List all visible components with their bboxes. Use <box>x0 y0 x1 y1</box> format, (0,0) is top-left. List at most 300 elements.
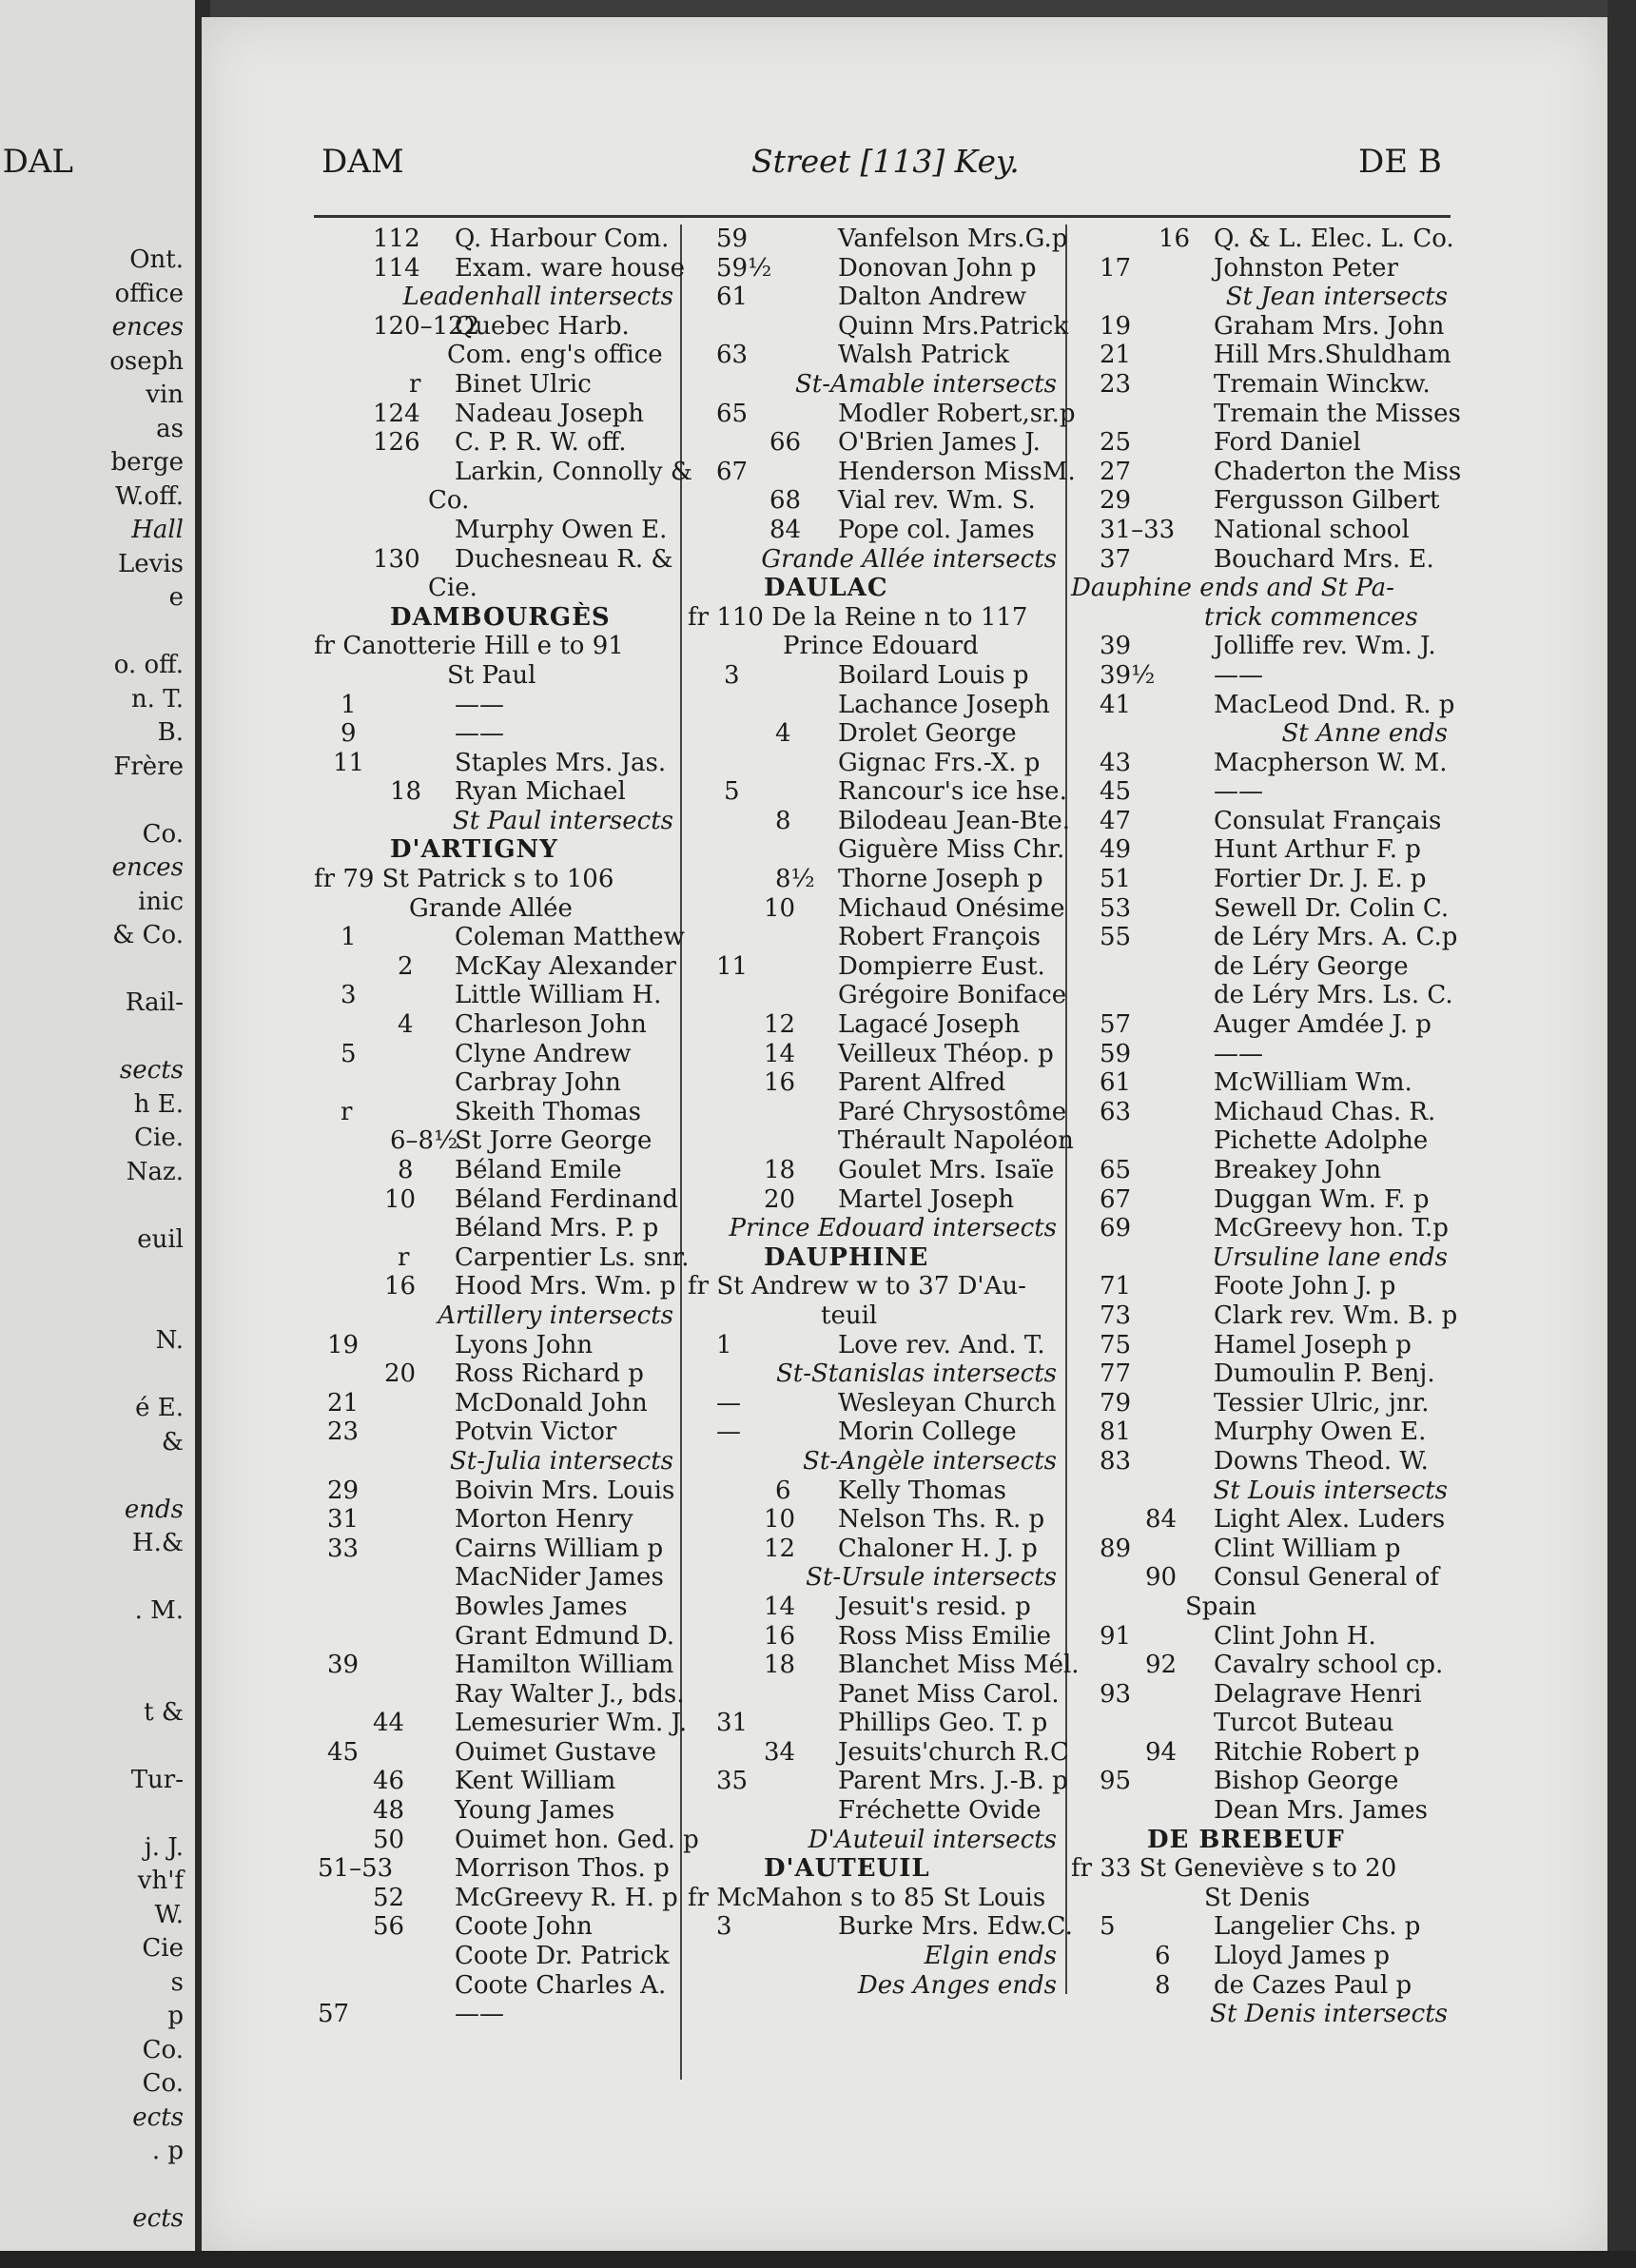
house-number: 39 <box>327 1651 360 1680</box>
entry-text: Coote John <box>455 1912 593 1942</box>
house-number: 84 <box>1145 1505 1178 1535</box>
directory-entry <box>688 1884 1061 1913</box>
directory-entry <box>688 865 1061 894</box>
entry-text: Lachance Joseph <box>838 690 1050 719</box>
previous-page-text: j. J. <box>144 1832 184 1862</box>
directory-entry <box>688 1272 1061 1301</box>
entry-text: Gignac Frs.-X. p <box>838 748 1041 777</box>
previous-page-text: s <box>170 1967 184 1997</box>
house-number: 8 <box>1155 1970 1171 2000</box>
entry-text: Thérault Napoléon <box>838 1126 1074 1156</box>
intersection-note <box>1071 603 1451 633</box>
entry-text: Drolet George <box>838 719 1017 749</box>
directory-entry <box>1071 1126 1451 1156</box>
previous-page-text: ects <box>132 2204 184 2233</box>
house-number: 39 <box>1100 632 1132 661</box>
entry-text: Sewell Dr. Colin C. <box>1214 893 1450 923</box>
previous-page-text: Naz. <box>126 1157 184 1186</box>
entry-text: Bouchard Mrs. E. <box>1214 544 1434 574</box>
entry-text: Prince Edouard intersects <box>729 1214 1057 1243</box>
previous-page-text: Co. <box>142 2069 184 2098</box>
entry-text: Lloyd James p <box>1214 1942 1391 1971</box>
directory-entry <box>314 400 677 429</box>
directory-entry <box>1071 486 1451 516</box>
entry-text: Henderson MissM. <box>838 457 1076 486</box>
directory-entry <box>314 1098 677 1127</box>
entry-text: Bishop George <box>1214 1767 1399 1796</box>
previous-page-text: Co. <box>142 2035 184 2064</box>
directory-entry <box>1071 981 1451 1010</box>
entry-text: Macpherson W. M. <box>1214 748 1448 777</box>
directory-entry <box>688 1622 1061 1652</box>
house-number: 90 <box>1145 1563 1178 1593</box>
entry-text: Boivin Mrs. Louis <box>455 1476 675 1505</box>
entry-text: Com. eng's office <box>447 341 663 370</box>
directory-entry <box>314 516 677 545</box>
previous-page-text: euil <box>137 1224 184 1254</box>
directory-entry <box>688 254 1061 284</box>
directory-entry <box>1071 1156 1451 1185</box>
entry-text: Prince Edouard <box>783 632 979 661</box>
directory-entry <box>1071 399 1461 429</box>
house-number: 2 <box>398 951 414 981</box>
entry-text: de Léry George <box>1214 951 1409 981</box>
previous-page-text: W. <box>154 1900 184 1929</box>
previous-page-text: & <box>161 1427 184 1457</box>
house-number: 92 <box>1145 1651 1178 1680</box>
entry-text: de Cazes Paul p <box>1214 1970 1412 2000</box>
house-number: 19 <box>1100 311 1132 341</box>
directory-entry <box>1071 835 1451 865</box>
directory-entry <box>688 691 1061 720</box>
entry-text: St Denis <box>1204 1883 1311 1912</box>
house-number: 50 <box>373 1825 405 1854</box>
house-number: 6 <box>1155 1942 1171 1971</box>
directory-entry <box>688 1535 1061 1564</box>
previous-page-text: as <box>156 414 184 443</box>
directory-entry <box>314 2000 677 2029</box>
entry-text: Cavalry school cp. <box>1214 1651 1444 1680</box>
house-number: 20 <box>384 1359 417 1389</box>
previous-page-text: Ont. <box>129 245 184 274</box>
street-name: DAULAC <box>764 574 888 603</box>
house-number: 130 <box>373 544 420 574</box>
directory-entry <box>314 370 677 400</box>
directory-entry <box>314 1535 677 1564</box>
directory-entry <box>688 1593 1061 1622</box>
directory-entry <box>1071 632 1451 661</box>
house-number: 63 <box>1100 1097 1132 1126</box>
street-name: D'AUTEUIL <box>764 1854 930 1884</box>
directory-entry <box>1071 923 1458 952</box>
entry-text: Phillips Geo. T. p <box>838 1709 1048 1738</box>
directory-entry <box>314 1214 677 1243</box>
street-name: DE BREBEUF <box>1147 1825 1345 1854</box>
entry-text: Boilard Louis p <box>838 660 1029 690</box>
entry-text: Lagacé Joseph <box>838 1010 1021 1040</box>
entry-text: Dumoulin P. Benj. <box>1214 1359 1435 1389</box>
directory-entry <box>314 1651 677 1680</box>
house-number: 75 <box>1100 1330 1132 1359</box>
entry-text: Morin College <box>838 1418 1017 1447</box>
directory-entry <box>688 1068 1061 1098</box>
entry-text: Wesleyan Church <box>838 1388 1057 1418</box>
directory-entry <box>314 865 677 894</box>
entry-text: Ritchie Robert p <box>1214 1737 1420 1767</box>
directory-entry <box>314 1272 677 1301</box>
entry-text: McDonald John <box>455 1388 648 1418</box>
house-number: 81 <box>1100 1418 1132 1447</box>
directory-entry <box>688 225 1068 254</box>
house-number: 4 <box>775 719 791 749</box>
house-number: 18 <box>764 1651 796 1680</box>
directory-entry <box>1071 1563 1451 1593</box>
house-number: 8 <box>775 806 791 835</box>
entry-text: Modler Robert,sr.p <box>838 399 1076 428</box>
house-number: 65 <box>1100 1156 1132 1184</box>
directory-entry <box>688 283 1061 312</box>
directory-entry <box>1071 1680 1451 1710</box>
intersection-note <box>688 1563 1061 1593</box>
entry-text: fr 33 St Geneviève s to 20 <box>1071 1854 1397 1884</box>
directory-entry <box>1071 1593 1451 1622</box>
house-number: 1 <box>716 1330 732 1359</box>
house-number: 63 <box>716 341 749 370</box>
directory-entry <box>1071 1300 1458 1331</box>
house-number: 49 <box>1100 835 1132 865</box>
directory-entry <box>1071 545 1451 575</box>
directory-entry <box>1071 952 1451 982</box>
entry-text: Clark rev. Wm. B. p <box>1214 1300 1458 1330</box>
entry-text: Downs Theod. W. <box>1214 1446 1429 1476</box>
directory-entry <box>688 806 1070 836</box>
directory-entry <box>688 952 1061 982</box>
directory-entry <box>688 1331 1061 1360</box>
street-heading <box>1071 1826 1451 1855</box>
entry-text: Nadeau Joseph <box>455 399 644 428</box>
entry-text: Giguère Miss Chr. <box>838 835 1065 865</box>
directory-entry <box>314 1825 699 1855</box>
directory-entry <box>688 428 1061 458</box>
house-number: 57 <box>1100 1010 1132 1040</box>
entry-text: Fortier Dr. J. E. p <box>1214 865 1427 894</box>
directory-entry <box>1071 749 1451 778</box>
entry-text: Fréchette Ovide <box>838 1796 1042 1826</box>
directory-entry <box>314 691 677 720</box>
entry-text: St-Julia intersects <box>449 1446 673 1476</box>
directory-entry <box>1071 894 1451 924</box>
entry-text: —— <box>1214 660 1263 690</box>
house-number: 53 <box>1100 893 1132 923</box>
directory-entry <box>688 603 1061 633</box>
house-number: 47 <box>1100 806 1132 835</box>
previous-page-text: h E. <box>133 1089 184 1119</box>
intersection-note <box>688 1942 1061 1971</box>
entry-text: Vial rev. Wm. S. <box>838 486 1036 516</box>
directory-entry <box>314 1418 677 1447</box>
directory-entry <box>314 1912 677 1942</box>
entry-text: Artillery intersects <box>438 1300 673 1330</box>
entry-text: Carpentier Ls. snr. <box>455 1242 690 1272</box>
previous-page-text: W.off. <box>115 481 184 511</box>
entry-text: Grande Allée <box>409 893 573 923</box>
directory-entry <box>314 341 677 370</box>
house-number: 79 <box>1100 1388 1132 1418</box>
entry-text: Jesuit's resid. p <box>838 1592 1031 1621</box>
entry-text: MacLeod Dnd. R. p <box>1214 690 1455 719</box>
directory-entry <box>1071 1796 1451 1826</box>
house-number: 25 <box>1100 428 1132 458</box>
house-number: 18 <box>390 777 422 807</box>
entry-text: Dauphine ends and St Pa- <box>1071 574 1394 603</box>
house-number: 31 <box>327 1505 360 1535</box>
entry-text: Bilodeau Jean-Bte. <box>838 806 1070 835</box>
house-number: 67 <box>1100 1184 1132 1214</box>
directory-entry <box>688 399 1076 429</box>
house-number: 21 <box>1100 341 1132 370</box>
house-number: 77 <box>1100 1359 1132 1389</box>
entry-text: Ouimet hon. Ged. p <box>455 1825 699 1854</box>
entry-text: Parent Mrs. J.-B. p <box>838 1767 1068 1796</box>
house-number: 61 <box>716 283 749 312</box>
previous-page-text: ences <box>111 853 184 882</box>
entry-text: Ross Miss Emilie <box>838 1621 1052 1651</box>
previous-page-text: n. T. <box>130 684 184 714</box>
entry-text: National school <box>1214 515 1410 544</box>
entry-text: Graham Mrs. John <box>1214 311 1445 341</box>
house-number: 14 <box>764 1039 796 1068</box>
house-number: 59½ <box>716 253 772 283</box>
intersection-note <box>314 807 677 836</box>
directory-entry <box>1071 1010 1451 1040</box>
house-number: 67 <box>716 457 749 486</box>
directory-entry <box>688 719 1061 749</box>
house-number: 126 <box>373 428 420 458</box>
directory-entry <box>314 1971 677 2001</box>
house-number: 3 <box>716 1912 732 1942</box>
entry-text: Light Alex. Luders <box>1214 1505 1446 1535</box>
previous-page-text: é E. <box>135 1394 184 1422</box>
directory-entry <box>1071 370 1451 400</box>
entry-text: Young James <box>455 1796 615 1826</box>
house-number: 12 <box>764 1534 796 1563</box>
street-heading <box>314 835 677 865</box>
previous-page-text: p <box>167 2002 184 2030</box>
directory-entry <box>688 1418 1061 1447</box>
house-number: 29 <box>327 1476 360 1505</box>
previous-page-text: ects <box>132 2102 184 2132</box>
entry-text: —— <box>1214 1039 1263 1068</box>
entry-text: Johnston Peter <box>1214 253 1398 283</box>
house-number: 51–53 <box>318 1854 394 1884</box>
directory-entry <box>1071 1418 1451 1447</box>
house-number: 69 <box>1100 1214 1132 1243</box>
entry-text: de Léry Mrs. Ls. C. <box>1214 981 1453 1010</box>
directory-entry <box>688 632 1061 661</box>
previous-page-text: Frère <box>113 752 184 781</box>
entry-text: Tremain Winckw. <box>1214 369 1431 399</box>
directory-entry <box>1071 312 1451 342</box>
directory-entry <box>1071 1098 1451 1127</box>
directory-entry <box>1071 1359 1451 1389</box>
directory-column-1 <box>314 225 699 2029</box>
house-number: 23 <box>327 1418 360 1447</box>
directory-entry <box>688 516 1061 545</box>
entry-text: Burke Mrs. Edw.C. <box>838 1912 1073 1942</box>
entry-text: Potvin Victor <box>455 1418 617 1447</box>
house-number: 12 <box>764 1010 796 1040</box>
entry-text: Consulat Français <box>1214 806 1442 835</box>
directory-entry <box>314 777 677 807</box>
directory-entry <box>314 981 677 1010</box>
directory-entry <box>688 486 1061 516</box>
entry-text: Ford Daniel <box>1214 428 1361 458</box>
house-number: 17 <box>1100 253 1132 283</box>
house-number: 94 <box>1145 1737 1178 1767</box>
house-number: — <box>716 1388 741 1418</box>
entry-text: Carbray John <box>455 1068 621 1098</box>
directory-entry <box>314 428 677 458</box>
entry-text: St Denis intersects <box>1210 2000 1448 2029</box>
house-number: 6 <box>775 1476 791 1505</box>
entry-text: St-Stanislas intersects <box>775 1359 1057 1389</box>
entry-text: St Jean intersects <box>1225 283 1448 312</box>
directory-entry <box>314 457 692 487</box>
house-number: 43 <box>1100 748 1132 777</box>
house-number: 3 <box>724 660 740 690</box>
entry-text: Hamel Joseph p <box>1214 1330 1412 1359</box>
directory-entry <box>1071 1971 1451 2001</box>
directory-entry <box>1071 1622 1451 1652</box>
house-number: 59 <box>1100 1039 1132 1068</box>
header-left-key: DAM <box>321 143 404 181</box>
intersection-note <box>688 1214 1061 1243</box>
directory-entry <box>688 1680 1061 1710</box>
previous-page-text: Co. <box>142 819 184 849</box>
house-number: 45 <box>327 1737 360 1767</box>
entry-text: Q. Harbour Com. <box>455 225 670 253</box>
house-number: 34 <box>764 1737 796 1767</box>
house-number: 18 <box>764 1156 796 1184</box>
entry-text: Parent Alfred <box>838 1068 1006 1098</box>
entry-text: fr 110 De la Reine n to 117 <box>688 602 1028 632</box>
entry-text: Béland Mrs. P. p <box>455 1214 659 1243</box>
house-number: 68 <box>769 486 802 516</box>
entry-text: Staples Mrs. Jas. <box>455 748 667 777</box>
directory-entry <box>1071 1854 1451 1884</box>
directory-entry <box>688 923 1061 952</box>
directory-entry <box>1071 1942 1451 1971</box>
previous-page-text: vh'f <box>137 1867 184 1895</box>
entry-text: Charleson John <box>455 1010 647 1040</box>
directory-entry <box>1071 1068 1451 1098</box>
previous-page-text: berge <box>110 448 184 477</box>
house-number: 71 <box>1100 1272 1132 1301</box>
entry-text: Dalton Andrew <box>838 283 1027 312</box>
house-number: 5 <box>724 777 740 807</box>
directory-entry <box>314 1185 677 1215</box>
directory-entry <box>688 749 1061 778</box>
directory-entry <box>314 1854 677 1884</box>
previous-page-text: . M. <box>134 1596 184 1625</box>
previous-page-text: office <box>114 279 184 308</box>
directory-entry <box>314 1796 677 1826</box>
directory-entry <box>314 486 677 516</box>
directory-entry <box>688 311 1069 342</box>
house-number: 16 <box>764 1621 796 1651</box>
house-number: 89 <box>1100 1534 1132 1563</box>
entry-text: McKay Alexander <box>455 951 676 981</box>
entry-text: Tremain the Misses <box>1214 399 1461 428</box>
directory-entry <box>1071 254 1451 284</box>
entry-text: McGreevy hon. T.p <box>1214 1214 1449 1243</box>
directory-entry <box>688 981 1067 1010</box>
directory-column-3 <box>1071 225 1462 2029</box>
house-number: 8 <box>398 1156 414 1184</box>
entry-text: Nelson Ths. R. p <box>838 1505 1045 1535</box>
previous-page-text: ends <box>124 1495 184 1524</box>
entry-text: Foote John J. p <box>1214 1272 1396 1301</box>
directory-entry <box>688 835 1065 865</box>
entry-text: St Louis intersects <box>1213 1476 1448 1505</box>
house-number: 21 <box>327 1388 360 1418</box>
entry-text: Delagrave Henri <box>1214 1679 1422 1709</box>
directory-entry <box>314 1359 677 1389</box>
column-separator <box>680 225 682 2080</box>
house-number: 23 <box>1100 369 1132 399</box>
directory-entry <box>1071 1767 1451 1796</box>
entry-text: Chaloner H. J. p <box>838 1534 1038 1563</box>
house-number: 1 <box>341 690 357 719</box>
directory-entry <box>314 574 677 603</box>
directory-entry <box>688 1767 1068 1796</box>
previous-page-text: inic <box>138 887 184 916</box>
entry-text: Q. & L. Elec. L. Co. <box>1214 225 1454 253</box>
entry-text: Breakey John <box>1214 1156 1382 1184</box>
house-number: 59 <box>716 225 749 253</box>
entry-text: Kent William <box>455 1767 616 1796</box>
directory-entry <box>1071 1389 1451 1418</box>
house-number: 19 <box>327 1330 360 1359</box>
intersection-note <box>1071 719 1451 749</box>
directory-entry <box>1071 1884 1451 1913</box>
house-number: 45 <box>1100 777 1132 807</box>
intersection-note <box>688 545 1061 575</box>
directory-entry <box>314 225 677 254</box>
house-number: 61 <box>1100 1068 1132 1098</box>
page-bottom-edge <box>0 2251 1636 2268</box>
directory-entry <box>688 1040 1061 1069</box>
house-number: 91 <box>1100 1621 1132 1651</box>
street-name: D'ARTIGNY <box>390 835 558 865</box>
entry-text: Robert François <box>838 923 1041 952</box>
directory-entry <box>1071 807 1451 836</box>
entry-text: Blanchet Miss Mél. <box>838 1651 1080 1680</box>
entry-text: Skeith Thomas <box>455 1097 641 1126</box>
directory-entry <box>1071 1447 1451 1476</box>
entry-text: St-Ursule intersects <box>806 1563 1057 1593</box>
house-number: 52 <box>373 1883 405 1912</box>
previous-page-text: Rail- <box>125 988 184 1017</box>
directory-entry <box>1071 341 1451 370</box>
entry-text: Auger Amdée J. p <box>1214 1010 1432 1040</box>
house-number: 8½ <box>775 865 815 894</box>
intersection-note <box>1071 574 1451 603</box>
directory-entry <box>1071 225 1454 254</box>
intersection-note <box>688 1971 1061 2001</box>
directory-entry <box>314 719 677 749</box>
entry-text: Chaderton the Miss <box>1214 457 1462 486</box>
